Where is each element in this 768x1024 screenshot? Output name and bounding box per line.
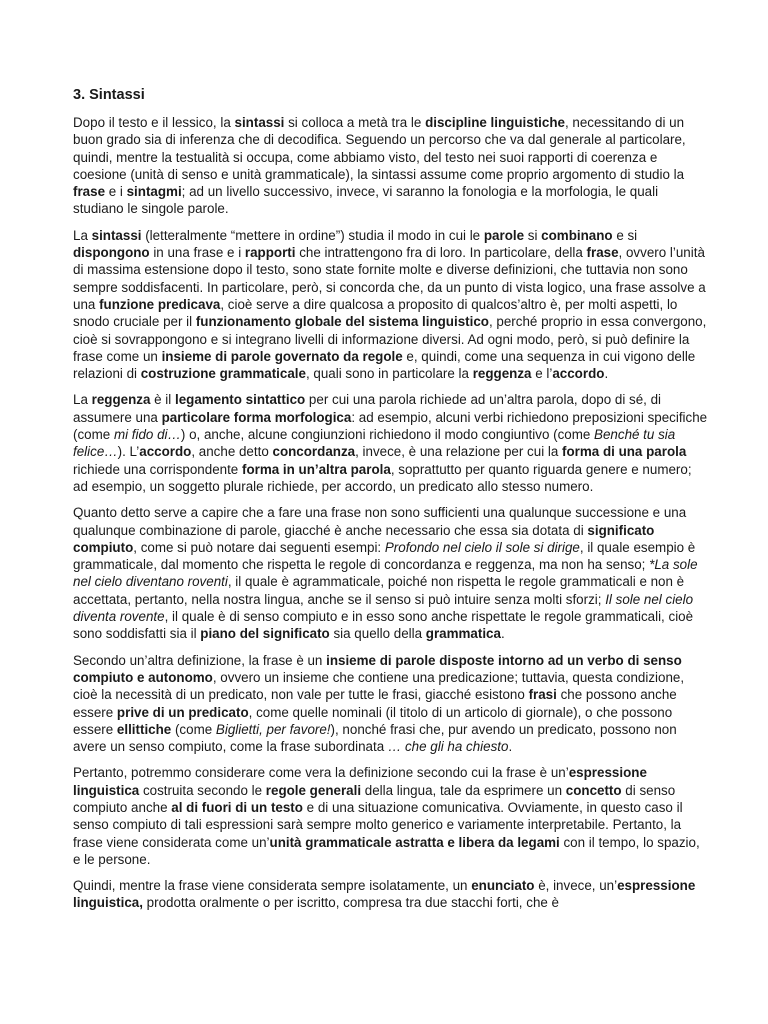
italic-example: *La sole nel cielo diventano roventi: [73, 557, 698, 590]
bold-term: grammatica: [425, 626, 501, 642]
bold-term: rapporti: [244, 245, 296, 261]
text-run: ). L’: [117, 444, 140, 460]
bold-term: espressione linguistica,: [73, 878, 696, 911]
italic-example: Il sole nel cielo diventa rovente: [73, 591, 694, 625]
bold-term: prive di un predicato: [116, 704, 249, 720]
bold-term: concordanza: [272, 444, 356, 460]
text-run: , anche detto: [191, 444, 273, 460]
text-run: (letteralmente “mettere in ordine”) studia il modo in cui le: [141, 227, 484, 243]
text-run: che possono anche essere: [73, 687, 677, 720]
text-run: , cioè serve a dire qualcosa a proposito di qualcos’altro è, per molti aspetti, lo snodo cruciale per il: [73, 296, 678, 330]
bold-term: funzione predicava: [99, 296, 221, 312]
text-run: , perché proprio in essa convergono, cioè si sovrappongono e si integrano livelli di informazione diversi. Ad ogni modo, però, si può definire la frase come un: [73, 314, 707, 364]
paragraph: [73, 391, 708, 495]
bold-term: significato compiuto: [73, 522, 655, 555]
paragraph: [73, 652, 708, 756]
text-run: che intrattengono fra di loro. In particolare, della: [295, 245, 587, 261]
text-run: Quindi, mentre la frase viene considerata sempre isolatamente, un: [73, 878, 472, 894]
bold-term: particolare forma morfologica: [161, 409, 352, 425]
text-run: .: [604, 366, 609, 382]
text-run: sia quello della: [329, 626, 426, 642]
paragraph: [73, 504, 708, 642]
text-run: Quanto detto serve a capire che a fare una frase non sono sufficienti una qualunque successione e una qualunque combinazione di parole, giacché è anche necessario che essa sia dotata di: [73, 505, 687, 538]
bold-term: frasi: [528, 687, 557, 703]
bold-term: unità grammaticale astratta e libera da legami: [269, 834, 560, 850]
text-run: , quali sono in particolare la: [305, 366, 473, 382]
bold-term: espressione linguistica: [73, 765, 647, 798]
bold-term: sintassi: [91, 227, 142, 243]
text-run: .: [508, 739, 513, 755]
text-run: è, invece, un’: [534, 878, 618, 894]
text-run: , ovvero l’unità di massima estensione dopo il testo, sono state fornite molte e diverse definizioni, che tuttavia non sono sempre soddisfacenti. In particolare, però, si concorda che, da un punto di vista logico, una frase assolve a una: [73, 245, 706, 312]
bold-term: parole: [483, 227, 525, 243]
text-run: e di una situazione comunicativa. Ovviamente, in questo caso il senso compiuto di tali espressioni sarà sempre molto generico e variamente interpretabile. Pertanto, la frase viene considerata come un’: [73, 799, 683, 850]
bold-term: costruzione grammaticale: [140, 366, 306, 382]
bold-term: ellittiche: [116, 721, 172, 737]
bold-term: concetto: [565, 782, 622, 798]
document-body: [73, 114, 708, 912]
text-run: (come: [171, 721, 216, 737]
text-run: per cui una parola richiede ad un’altra parola, dopo di sé, di assumere una: [73, 392, 662, 425]
bold-term: sintassi: [234, 115, 285, 130]
text-run: e i: [105, 184, 127, 200]
text-run: ; ad un livello successivo, invece, vi saranno la fonologia e la morfologia, le quali studiano le singole parole.: [73, 184, 659, 217]
bold-term: reggenza: [91, 392, 151, 408]
text-run: e, quindi, come una sequenza in cui vigono delle relazioni di: [73, 348, 696, 382]
text-run: La: [73, 392, 92, 408]
text-run: .: [500, 626, 505, 642]
text-run: Secondo un’altra definizione, la frase è un: [73, 652, 327, 668]
paragraph: [73, 764, 708, 868]
bold-term: al di fuori di un testo: [171, 799, 303, 815]
text-run: , soprattutto per quanto riguarda genere e numero; ad esempio, un soggetto plurale richiede, per accordo, un predicato allo stesso numero.: [73, 461, 692, 494]
text-run: della lingua, tale da esprimere un: [361, 782, 566, 798]
text-run: in una frase e i: [149, 245, 245, 261]
text-run: prodotta oralmente o per iscritto, compresa tra due stacchi forti, che è: [142, 895, 560, 911]
text-run: , il quale è di senso compiuto e in esso sono anche rispettate le regole grammaticali, cioè sono soddisfatti sia il: [73, 609, 694, 642]
section-heading: 3. Sintassi: [73, 87, 145, 103]
text-run: ) o, anche, alcune congiunzioni richiedono il modo congiuntivo (come: [180, 427, 595, 443]
paragraph: [73, 227, 708, 383]
text-run: richiede una corrispondente: [73, 461, 242, 477]
text-run: , necessitando di un buon grado sia di inferenza che di decodifica. Seguendo un percorso che va dal generale al particolare, quindi, mentre la testualità si occupa, come abbiamo visto, del testo nei suoi rapporti di coerenza e coesione (unità di senso e unità grammaticale), la sintassi assume come proprio argomento di studio la: [73, 115, 686, 182]
text-run: : ad esempio, alcuni verbi richiedono preposizioni specifiche (come: [73, 409, 708, 443]
text-run: , il quale esempio è grammaticale, dal momento che rispetta le regole di concordanza e reggenza, ma non ha senso;: [73, 539, 696, 573]
text-run: , ovvero un insieme che contiene una predicazione; tuttavia, questa condizione, cioè la necessità di un predicato, non vale per tutte le frasi, giacché esistono: [73, 669, 685, 703]
bold-term: reggenza: [472, 366, 532, 382]
text-run: ), nonché frasi che, pur avendo un predicato, possono non avere un senso compiuto, come la frase subordinata: [73, 721, 677, 755]
text-run: e l’: [531, 366, 553, 382]
bold-term: piano del significato: [200, 626, 330, 642]
bold-term: insieme di parole disposte intorno ad un verbo di senso compiuto e autonomo: [73, 652, 682, 685]
text-run: Pertanto, potremmo considerare come vera la definizione secondo cui la frase è un’: [73, 765, 569, 781]
bold-term: sintagmi: [126, 184, 182, 200]
text-run: è il: [150, 392, 175, 408]
bold-term: forma in un’altra parola: [241, 461, 391, 477]
text-run: costruita secondo le: [139, 782, 266, 798]
text-run: si: [524, 227, 542, 243]
bold-term: regole generali: [265, 782, 362, 798]
italic-example: … che gli ha chiesto: [387, 739, 509, 755]
text-run: , come quelle nominali (il titolo di un articolo di giornale), o che possono essere: [73, 704, 673, 737]
italic-example: mi fido di…: [113, 427, 181, 443]
bold-term: enunciato: [471, 878, 535, 894]
italic-example: Benché tu sia felice…: [73, 427, 676, 460]
text-run: e si: [612, 227, 638, 243]
bold-term: discipline linguistiche: [425, 115, 565, 130]
bold-term: legamento sintattico: [174, 392, 306, 408]
text-run: di senso compiuto anche: [73, 782, 676, 815]
text-run: con il tempo, lo spazio, e le persone.: [73, 834, 700, 867]
italic-example: Profondo nel cielo il sole si dirige: [384, 539, 580, 555]
paragraph: [73, 114, 708, 218]
bold-term: forma di una parola: [562, 444, 687, 460]
paragraph: [73, 877, 708, 912]
text-run: La: [73, 227, 92, 243]
bold-term: dispongono: [73, 245, 150, 261]
text-run: , come si può notare dai seguenti esempi:: [133, 539, 385, 555]
text-run: si colloca a metà tra le: [284, 115, 426, 130]
text-run: Dopo il testo e il lessico, la: [73, 115, 235, 130]
text-run: , il quale è agrammaticale, poiché non rispetta le regole grammaticali e non è accettata, pertanto, nella nostra lingua, anche se il senso si può intuire senza molti sforzi;: [73, 574, 685, 607]
text-run: , invece, è una relazione per cui la: [355, 444, 563, 460]
italic-example: Biglietti, per favore!: [215, 721, 331, 737]
bold-term: accordo: [552, 366, 605, 382]
bold-term: frase: [586, 245, 619, 261]
bold-term: insieme di parole governato da regole: [161, 348, 403, 364]
bold-term: frase: [73, 184, 106, 200]
bold-term: funzionamento globale del sistema linguistico: [195, 314, 489, 330]
bold-term: accordo: [139, 444, 192, 460]
bold-term: combinano: [541, 227, 613, 243]
